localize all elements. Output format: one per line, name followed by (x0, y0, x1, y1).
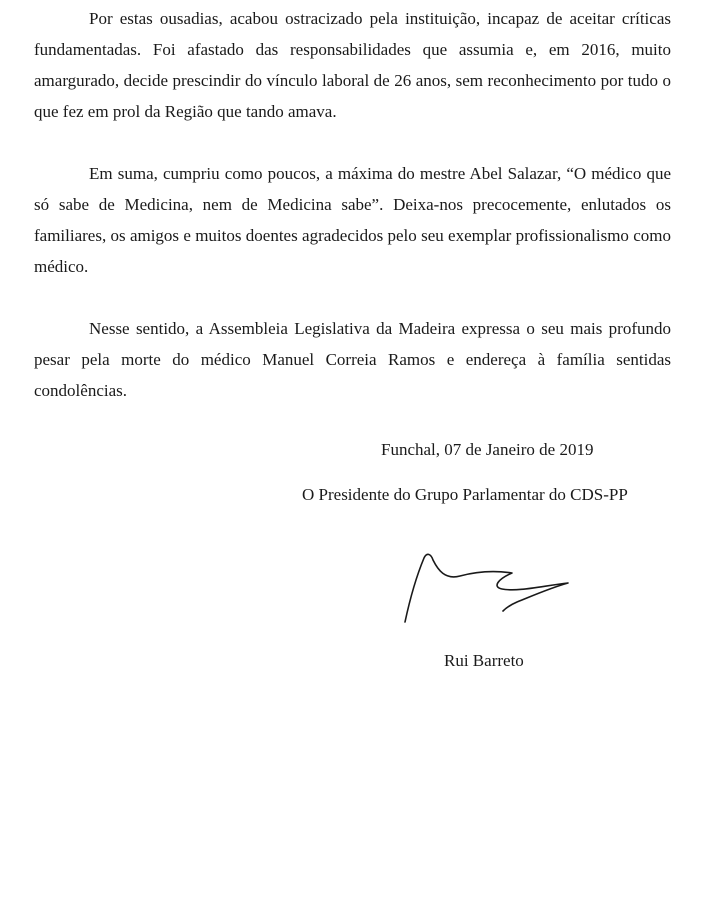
paragraph-2: Em suma, cumpriu como poucos, a máxima do mestre Abel Salazar, “O médico que só sabe de Medicina, nem de Medicina sabe”. Deixa-nos precocemente, enlutados os familiares, os amigos e muitos doentes agradecidos pelo seu exemplar profissionalismo como médico. (34, 164, 671, 276)
date-line: Funchal, 07 de Janeiro de 2019 (381, 440, 594, 459)
handwritten-signature (400, 538, 580, 638)
paragraph-3: Nesse sentido, a Assembleia Legislativa da Madeira expressa o seu mais profundo pesar pela morte do médico Manuel Correia Ramos e endereça à família sentidas condolências. (34, 319, 671, 400)
document-body (34, 3, 671, 437)
paragraph-1: Por estas ousadias, acabou ostracizado pela instituição, incapaz de aceitar críticas fundamentadas. Foi afastado das responsabilidades que assumia e, em 2016, muito amargurado, decide prescindir do vínculo laboral de 26 anos, sem reconhecimento por tudo o que fez em prol da Região que tando amava. (34, 9, 671, 121)
signatory-role: O Presidente do Grupo Parlamentar do CDS-PP (302, 485, 628, 504)
signatory-name: Rui Barreto (444, 651, 524, 670)
